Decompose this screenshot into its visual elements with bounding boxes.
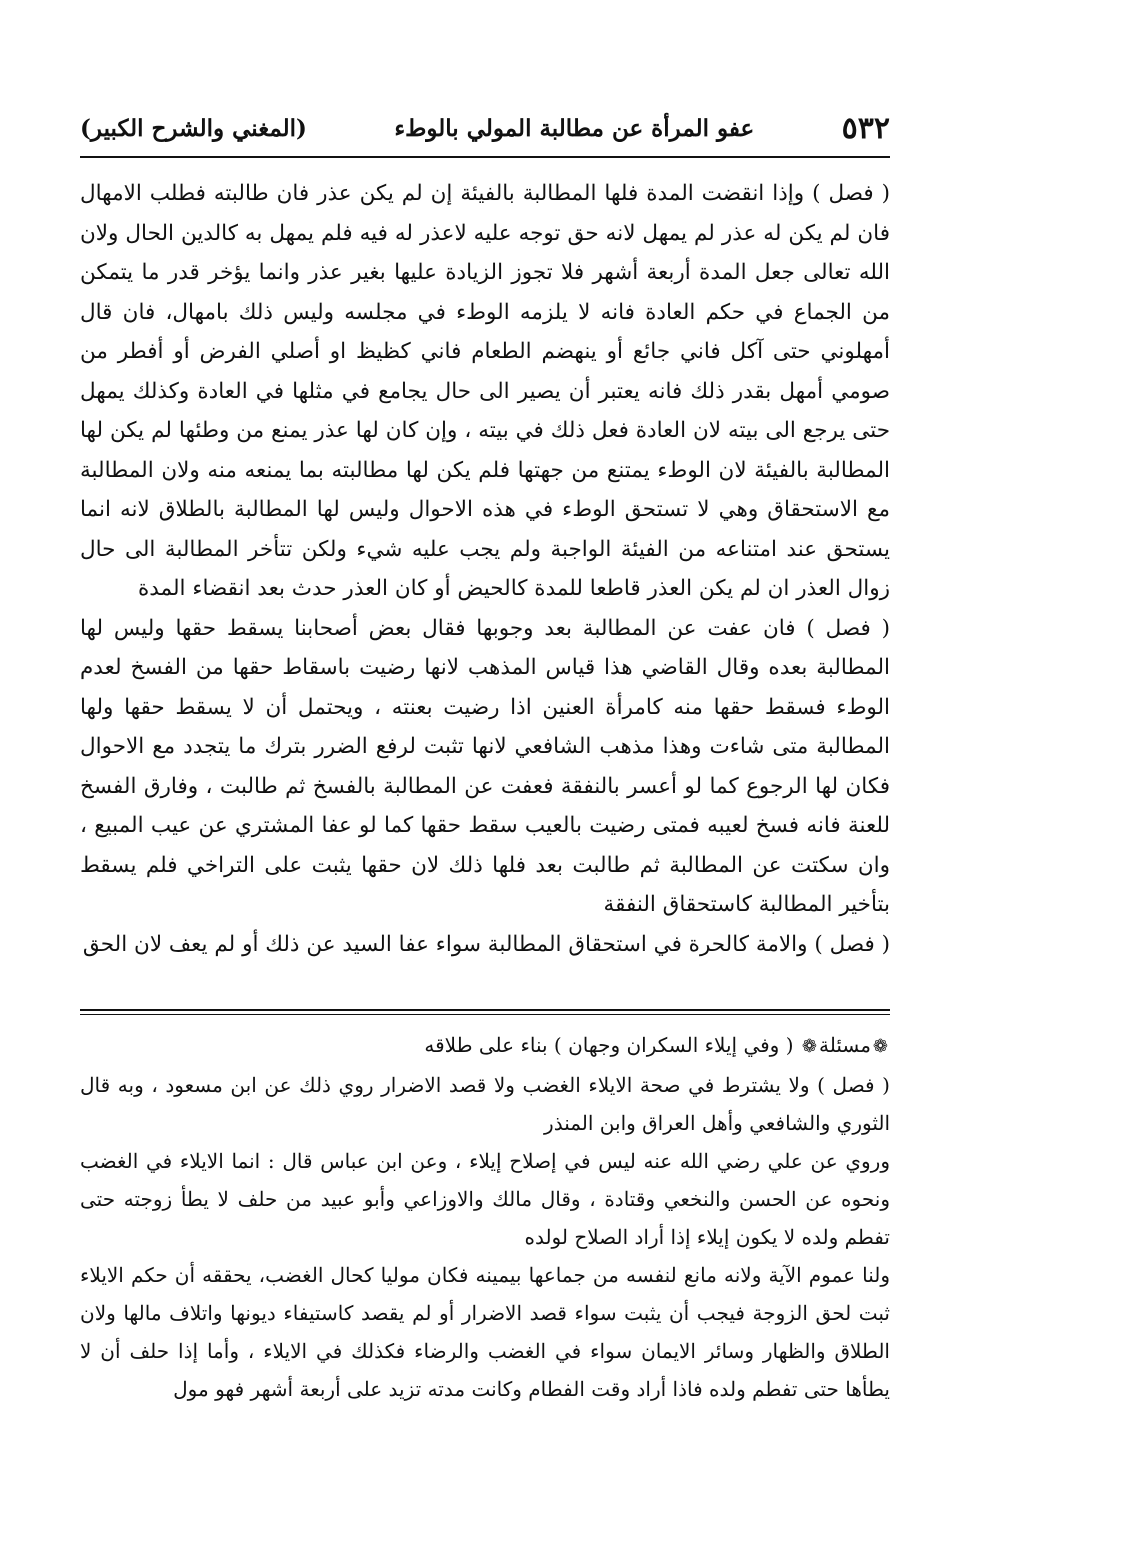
ornament-icon: ❁ (872, 1036, 888, 1057)
main-paragraph: ( فصل ) والامة كالحرة في استحقاق المطالبة سواء عفا السيد عن ذلك أو لم يعف لان الحق (82, 931, 890, 957)
masala-label: مسئلة (818, 1033, 871, 1057)
footnote-divider (80, 1009, 890, 1011)
main-text (80, 174, 890, 964)
main-paragraph: ( فصل ) فان عفت عن المطالبة بعد وجوبها فقال بعض أصحابنا يسقط حقها وليس لها المطالبة بعده وقال القاضي هذا قياس المذهب لانها رضيت باسقاط حقها من الفسخ لعدم الوطء فسقط حقها منه كامرأة العنين اذا رضيت بعنته ، ويحتمل أن لا يسقط حقها ولها المطالبة متى شاءت وهذا مذهب الشافعي لانها تثبت لرفع الضرر بترك ما يتجدد مع الاحوال فكان لها الرجوع كما لو أعسر بالنفقة فعفت عن المطالبة بالفسخ ثم طالبت ، وفارق الفسخ للعنة فانه فسخ لعيبه فمتى رضيت بالعيب سقط حقها كما لو عفا المشتري عن عيب المبيع ، وان سكتت عن المطالبة ثم طالبت بعد فلها ذلك لان حقها يثبت على التراخي فلم يسقط بتأخير المطالبة كاستحقاق النفقة (80, 615, 890, 917)
footnote-paragraph: ( فصل ) ولا يشترط في صحة الايلاء الغضب ولا قصد الاضرار روي ذلك عن ابن مسعود ، وبه قال الثوري والشافعي وأهل العراق وابن المنذر (80, 1073, 890, 1135)
footnote-section (80, 1026, 890, 1408)
ornament-icon: ❁ (801, 1036, 817, 1057)
header-rule (80, 156, 890, 158)
footnote-paragraph: وروي عن علي رضي الله عنه ليس في إصلاح إيلاء ، وعن ابن عباس قال : انما الايلاء في الغضب ونحوه عن الحسن والنخعي وقتادة ، وقال مالك والاوزاعي وأبو عبيد من حلف لا يطأ زوجته حتى تفطم ولده لا يكون إيلاء إذا أراد الصلاح لولده (80, 1149, 890, 1249)
running-title: عفو المرأة عن مطالبة المولي بالوطء (394, 114, 755, 142)
book-title: (المغني والشرح الكبير) (80, 114, 307, 142)
footnote-paragraph: ولنا عموم الآية ولانه مانع لنفسه من جماعها بيمينه فكان موليا كحال الغضب، يحققه أن حكم الايلاء ثبت لحق الزوجة فيجب أن يثبت سواء قصد الاضرار أو لم يقصد كاستيفاء ديونها واتلاف مالها ولان الطلاق والظهار وسائر الايمان سواء في الغضب والرضاء فكذلك في الايلاء ، وأما إذا حلف أن لا يطأها حتى تفطم ولده فاذا أراد وقت الفطام وكانت مدته تزيد على أربعة أشهر فهو مول (80, 1263, 890, 1401)
masala-text: ( وفي إيلاء السكران وجهان ) بناء على طلاقه (424, 1033, 794, 1057)
masala-heading (80, 1026, 890, 1066)
footnote-divider-thin (80, 1014, 890, 1015)
main-paragraph: ( فصل ) وإذا انقضت المدة فلها المطالبة بالفيئة إن لم يكن عذر فان طالبته فطلب الامهال فان لم يكن له عذر لم يمهل لانه حق توجه عليه لاعذر له فيه فلم يمهل به كالدين الحال ولان الله تعالى جعل المدة أربعة أشهر فلا تجوز الزيادة عليها بغير عذر وانما يؤخر قدر ما يتمكن من الجماع في حكم العادة فانه لا يلزمه الوطء في مجلسه وليس ذلك بامهال، فان قال أمهلوني حتى آكل فاني جائع أو ينهضم الطعام فاني كظيظ او أصلي الفرض أو أفطر من صومي أمهل بقدر ذلك فانه يعتبر أن يصير الى حال يجامع في مثلها في العادة وكذلك يمهل حتى يرجع الى بيته لان العادة فعل ذلك في بيته ، وإن كان لها عذر يمنع من وطئها لم يكن لها المطالبة بالفيئة لان الوطء يمتنع من جهتها فلم يكن لها مطالبته بما يمنعه منه ولان المطالبة مع الاستحقاق وهي لا تستحق الوطء في هذه الاحوال وليس لها المطالبة بالطلاق لانه انما يستحق عند امتناعه من الفيئة الواجبة ولم يجب عليه شيء ولكن تتأخر المطالبة الى حال زوال العذر ان لم يكن العذر قاطعا للمدة كالحيض أو كان العذر حدث بعد انقضاء المدة (80, 181, 890, 601)
book-page (80, 96, 890, 1506)
page-number: ٥٣٢ (841, 110, 890, 146)
page-header (80, 104, 890, 152)
